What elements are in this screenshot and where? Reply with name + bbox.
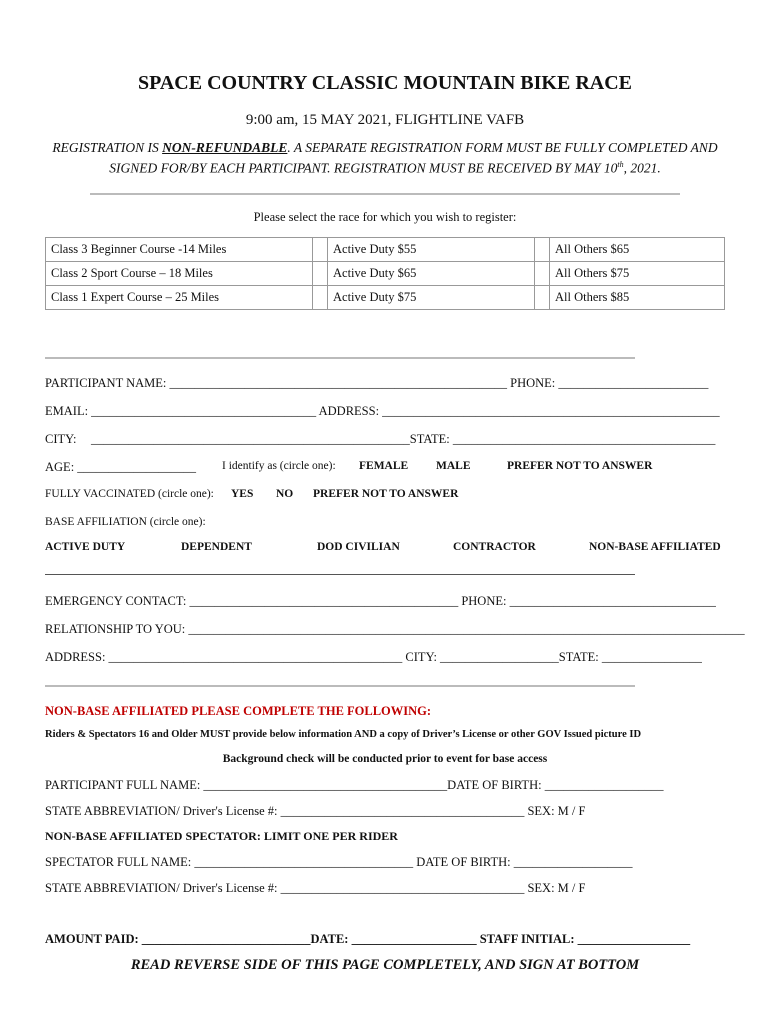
participant-full-name-field[interactable]: PARTICIPANT FULL NAME: _______________________________________DATE OF BIRTH: ___________________ xyxy=(45,778,664,792)
background-check-note: Background check will be conducted prior to event for base access xyxy=(222,753,548,765)
active-duty-cell: Active Duty $55 xyxy=(328,238,535,262)
participant-name-field[interactable]: PARTICIPANT NAME: ______________________________________________________ PHONE: ________________________ xyxy=(45,376,709,390)
email-address-field[interactable]: EMAIL: ____________________________________ ADDRESS: ______________________________________________________ xyxy=(45,404,720,418)
course-cell: Class 3 Beginner Course -14 Miles xyxy=(46,238,313,262)
option-active-duty[interactable]: ACTIVE DUTY xyxy=(45,541,126,553)
event-subtitle: 9:00 am, 15 MAY 2021, FLIGHTLINE VAFB xyxy=(245,112,525,128)
option-non-base-affiliated[interactable]: NON-BASE AFFILIATED xyxy=(589,541,721,553)
others-cell: All Others $75 xyxy=(550,262,725,286)
drivers-license-field[interactable]: STATE ABBREVIATION/ Driver's License #: _______________________________________ SEX: M / F xyxy=(45,804,586,818)
option-contractor[interactable]: CONTRACTOR xyxy=(453,541,536,553)
race-row xyxy=(46,262,725,286)
option-male[interactable]: MALE xyxy=(436,460,471,472)
notice-text-3: , 2021. xyxy=(623,160,661,176)
relationship-field[interactable]: RELATIONSHIP TO YOU: _________________________________________________________________________________________ xyxy=(45,622,745,636)
option-no[interactable]: NO xyxy=(276,488,294,500)
divider xyxy=(45,357,635,359)
course-cell: Class 1 Expert Course – 25 Miles xyxy=(46,286,313,310)
divider xyxy=(45,574,635,575)
divider xyxy=(90,193,680,195)
race-row xyxy=(46,238,725,262)
option-dod-civilian[interactable]: DOD CIVILIAN xyxy=(317,541,400,553)
city-label: CITY: xyxy=(45,432,77,446)
spectator-heading: NON-BASE AFFILIATED SPECTATOR: LIMIT ONE PER RIDER xyxy=(45,829,398,843)
divider xyxy=(45,685,635,687)
race-row xyxy=(46,286,725,310)
option-dependent[interactable]: DEPENDENT xyxy=(181,541,252,553)
spectator-name-field[interactable]: SPECTATOR FULL NAME: ___________________________________ DATE OF BIRTH: ___________________ xyxy=(45,855,633,869)
race-select-prompt: Please select the race for which you wish to register: xyxy=(253,210,517,224)
age-field[interactable]: AGE: ___________________ xyxy=(45,460,197,474)
checkbox[interactable] xyxy=(535,238,550,262)
emergency-address-field[interactable]: ADDRESS: _______________________________________________ CITY: ___________________STATE: ________________ xyxy=(45,650,702,664)
emergency-contact-field[interactable]: EMERGENCY CONTACT: ___________________________________________ PHONE: _________________________________ xyxy=(45,594,716,608)
checkbox[interactable] xyxy=(313,262,328,286)
race-selection-table xyxy=(45,237,725,310)
city-state-field[interactable]: ___________________________________________________STATE: __________________________________________ xyxy=(91,432,716,446)
active-duty-cell: Active Duty $65 xyxy=(328,262,535,286)
notice-text-2: . A SEPARATE REGISTRATION FORM MUST BE FULLY COMPLETED AND SIGNED FOR/BY EACH PARTICIPANT. REGISTRATION MUST BE RECEIVED BY MAY 10 xyxy=(109,140,718,176)
checkbox[interactable] xyxy=(313,238,328,262)
non-refundable-text: NON-REFUNDABLE xyxy=(162,140,288,155)
course-cell: Class 2 Sport Course – 18 Miles xyxy=(46,262,313,286)
riders-id-note: Riders & Spectators 16 and Older MUST provide below information AND a copy of Driver’s License or other GOV Issued picture ID xyxy=(45,729,642,740)
footer-instruction: READ REVERSE SIDE OF THIS PAGE COMPLETELY, AND SIGN AT BOTTOM xyxy=(130,957,640,973)
spectator-license-field[interactable]: STATE ABBREVIATION/ Driver's License #: _______________________________________ SEX: M / F xyxy=(45,881,586,895)
identify-label: I identify as (circle one): xyxy=(222,460,336,472)
checkbox[interactable] xyxy=(535,262,550,286)
checkbox[interactable] xyxy=(535,286,550,310)
vaccinated-label: FULLY VACCINATED (circle one): xyxy=(45,488,214,500)
option-prefer-not[interactable]: PREFER NOT TO ANSWER xyxy=(507,460,653,472)
others-cell: All Others $85 xyxy=(550,286,725,310)
option-prefer-not[interactable]: PREFER NOT TO ANSWER xyxy=(313,488,459,500)
active-duty-cell: Active Duty $75 xyxy=(328,286,535,310)
option-yes[interactable]: YES xyxy=(231,488,254,500)
form-title: SPACE COUNTRY CLASSIC MOUNTAIN BIKE RACE xyxy=(138,72,632,94)
notice-text-1: REGISTRATION IS xyxy=(52,140,163,155)
option-female[interactable]: FEMALE xyxy=(359,460,409,472)
registration-notice xyxy=(40,139,730,177)
payment-line[interactable]: AMOUNT PAID: ___________________________DATE: ____________________ STAFF INITIAL: __________________ xyxy=(45,932,691,946)
non-base-heading: NON-BASE AFFILIATED PLEASE COMPLETE THE FOLLOWING: xyxy=(45,704,432,718)
checkbox[interactable] xyxy=(313,286,328,310)
others-cell: All Others $65 xyxy=(550,238,725,262)
notice-superscript: th xyxy=(617,160,624,169)
base-affiliation-label: BASE AFFILIATION (circle one): xyxy=(45,516,206,528)
